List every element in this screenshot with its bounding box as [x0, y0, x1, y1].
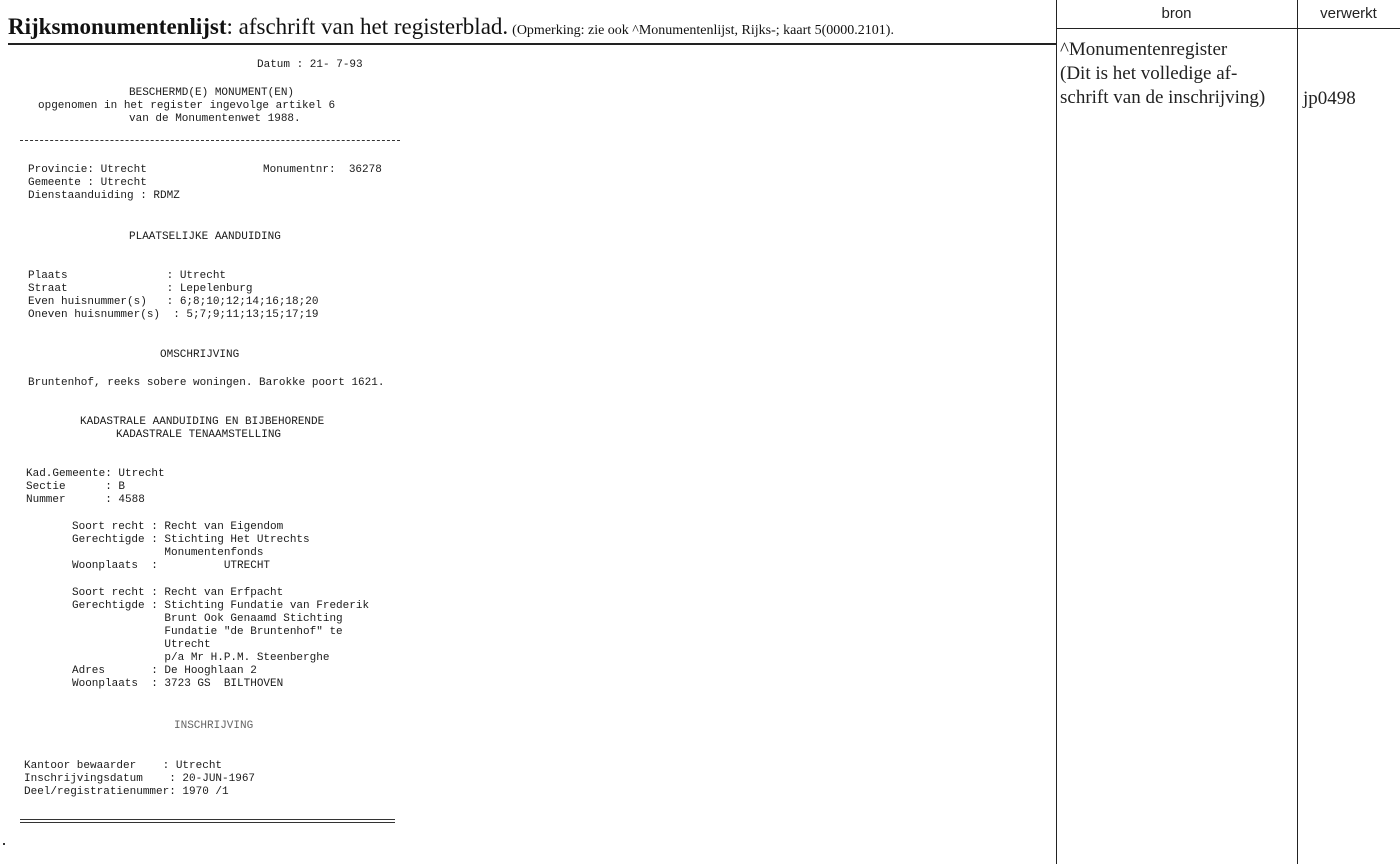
- recht-line: Woonplaats : 3723 GS BILTHOVEN: [72, 678, 284, 690]
- verwerkt-cell: jp0498: [1303, 88, 1356, 109]
- nummer-line: Nummer : 4588: [26, 494, 145, 506]
- dashed-divider: [20, 140, 400, 141]
- register-document: [20, 52, 420, 842]
- recht-line: Fundatie "de Bruntenhof" te: [72, 626, 343, 638]
- recht-line: Monumentenfonds: [72, 547, 264, 559]
- plaatselijke-title: PLAATSELIJKE AANDUIDING: [129, 231, 281, 243]
- oneven-line: Oneven huisnummer(s) : 5;7;9;11;13;15;17;19: [28, 309, 319, 321]
- kadastrale-title: KADASTRALE TENAAMSTELLING: [116, 429, 282, 441]
- plaats-line: Plaats : Utrecht: [28, 270, 227, 282]
- document-heading: BESCHERMD(E) MONUMENT(EN): [129, 87, 295, 99]
- straat-line: Straat : Lepelenburg: [28, 283, 253, 295]
- document-heading: opgenomen in het register ingevolge artikel 6: [38, 100, 336, 112]
- card-title: Rijksmonumentenlijst: [8, 14, 227, 39]
- omschrijving-text: Bruntenhof, reeks sobere woningen. Barokke poort 1621.: [28, 377, 385, 389]
- even-line: Even huisnummer(s) : 6;8;10;12;14;16;18;20: [28, 296, 319, 308]
- document-heading: van de Monumentenwet 1988.: [129, 113, 301, 125]
- provincie-line: Provincie: Utrecht: [28, 164, 147, 176]
- recht-line: Gerechtigde : Stichting Fundatie van Frederik: [72, 600, 370, 612]
- bron-cell: [1060, 38, 1295, 110]
- recht-line: Adres : De Hooghlaan 2: [72, 665, 257, 677]
- recht-line: Soort recht : Recht van Eigendom: [72, 521, 284, 533]
- column-header-divider: [1056, 28, 1400, 29]
- kad-gemeente-line: Kad.Gemeente: Utrecht: [26, 468, 165, 480]
- scan-speck: [3, 843, 5, 845]
- recht-line: Utrecht: [72, 639, 211, 651]
- card-subtitle: : afschrift van het registerblad.: [226, 14, 509, 39]
- omschrijving-title: OMSCHRIJVING: [160, 349, 240, 361]
- datum-line: Datum : 21- 7-93: [257, 59, 363, 71]
- recht-line: Brunt Ook Genaamd Stichting: [72, 613, 343, 625]
- kadastrale-title: KADASTRALE AANDUIDING EN BIJBEHORENDE: [80, 416, 325, 428]
- column-divider-right: [1297, 0, 1298, 864]
- recht-line: Soort recht : Recht van Erfpacht: [72, 587, 284, 599]
- sectie-line: Sectie : B: [26, 481, 126, 493]
- header-divider: [8, 43, 1056, 45]
- bron-header: bron: [1161, 5, 1192, 22]
- gemeente-line: Gemeente : Utrecht: [28, 177, 147, 189]
- bron-line: (Dit is het volledige af-: [1060, 63, 1238, 84]
- inschrijvingsdatum-line: Inschrijvingsdatum : 20-JUN-1967: [24, 773, 256, 785]
- verwerkt-header: verwerkt: [1320, 5, 1377, 22]
- monumentnr-line: Monumentnr: 36278: [263, 164, 382, 176]
- kantoor-line: Kantoor bewaarder : Utrecht: [24, 760, 223, 772]
- column-divider-left: [1056, 0, 1057, 864]
- dienst-line: Dienstaanduiding : RDMZ: [28, 190, 180, 202]
- recht-line: Gerechtigde : Stichting Het Utrechts: [72, 534, 310, 546]
- recht-line: Woonplaats : UTRECHT: [72, 560, 271, 572]
- bron-line: ^Monumentenregister: [1060, 39, 1228, 60]
- recht-line: p/a Mr H.P.M. Steenberghe: [72, 652, 330, 664]
- deel-line: Deel/registratienummer: 1970 /1: [24, 786, 229, 798]
- inschrijving-title: INSCHRIJVING: [174, 720, 254, 732]
- bron-line: schrift van de inschrijving): [1060, 87, 1266, 108]
- card-header: [8, 14, 1048, 44]
- card-note: (Opmerking: zie ook ^Monumentenlijst, Rijks-; kaart 5(0000.2101).: [512, 23, 894, 38]
- double-divider: [20, 819, 395, 823]
